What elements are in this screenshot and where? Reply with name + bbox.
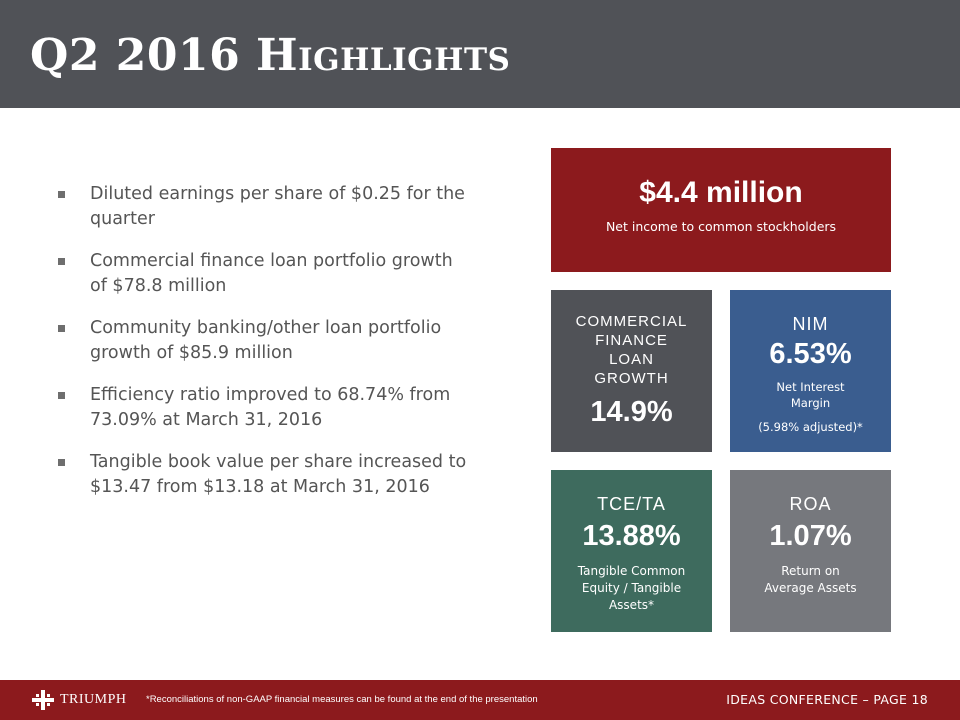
page-label: IDEAS CONFERENCE – PAGE 18 (726, 692, 928, 707)
nim-value: 6.53% (769, 338, 852, 370)
logo-wordmark: TRIUMPH (60, 692, 127, 707)
net-income-tile (551, 148, 891, 272)
roa-tile (730, 470, 891, 632)
list-item (56, 182, 468, 232)
caption-line: Return on (781, 564, 840, 578)
highlights-list (56, 182, 468, 517)
square-bullet-icon (58, 191, 65, 198)
square-bullet-icon (58, 392, 65, 399)
net-income-value: $4.4 million (639, 176, 803, 209)
heading-line: GROWTH (594, 370, 669, 387)
square-bullet-icon (58, 325, 65, 332)
commercial-finance-value: 14.9% (590, 396, 673, 428)
commercial-finance-heading (551, 312, 712, 388)
slide-title: Q2 2016 Highlights (30, 30, 511, 81)
bullet-text: Tangible book value per share increased to $13.47 from $13.18 at March 31, 2016 (90, 452, 467, 497)
list-item (56, 249, 468, 299)
nim-heading: NIM (792, 314, 829, 334)
caption-line: Average Assets (764, 581, 857, 595)
caption-line: Tangible Common (577, 564, 686, 578)
triumph-cross-logo-icon (32, 690, 54, 710)
tce-ta-caption (551, 563, 712, 614)
footnote: *Reconciliations of non-GAAP financial measures can be found at the end of the presentation (146, 694, 538, 705)
bullet-text: Commercial finance loan portfolio growth of $78.8 million (90, 251, 453, 296)
nim-adjusted: (5.98% adjusted)* (758, 420, 863, 434)
tce-ta-heading: TCE/TA (597, 494, 666, 514)
square-bullet-icon (58, 258, 65, 265)
caption-line: Net Interest (776, 380, 845, 394)
net-income-caption: Net income to common stockholders (605, 219, 837, 234)
title-bar (0, 0, 960, 108)
square-bullet-icon (58, 459, 65, 466)
bullet-text: Community banking/other loan portfolio growth of $85.9 million (90, 318, 442, 363)
triumph-logo (32, 690, 127, 710)
list-item (56, 316, 468, 366)
heading-line: COMMERCIAL (575, 313, 688, 330)
bullet-text: Efficiency ratio improved to 68.74% from 73.09% at March 31, 2016 (90, 385, 451, 430)
list-item (56, 450, 468, 500)
roa-heading: ROA (789, 494, 832, 514)
tce-ta-value: 13.88% (582, 520, 681, 552)
nim-caption (730, 379, 891, 411)
tce-ta-tile (551, 470, 712, 632)
list-item (56, 383, 468, 433)
roa-caption (730, 563, 891, 597)
heading-line: LOAN (609, 351, 654, 368)
heading-line: FINANCE (595, 332, 668, 349)
nim-tile (730, 290, 891, 452)
bullet-text: Diluted earnings per share of $0.25 for the quarter (90, 184, 465, 229)
caption-line: Margin (790, 396, 831, 410)
caption-line: Assets* (608, 598, 655, 612)
caption-line: Equity / Tangible (581, 581, 682, 595)
roa-value: 1.07% (769, 520, 852, 552)
footer-bar (0, 680, 960, 720)
commercial-finance-tile (551, 290, 712, 452)
